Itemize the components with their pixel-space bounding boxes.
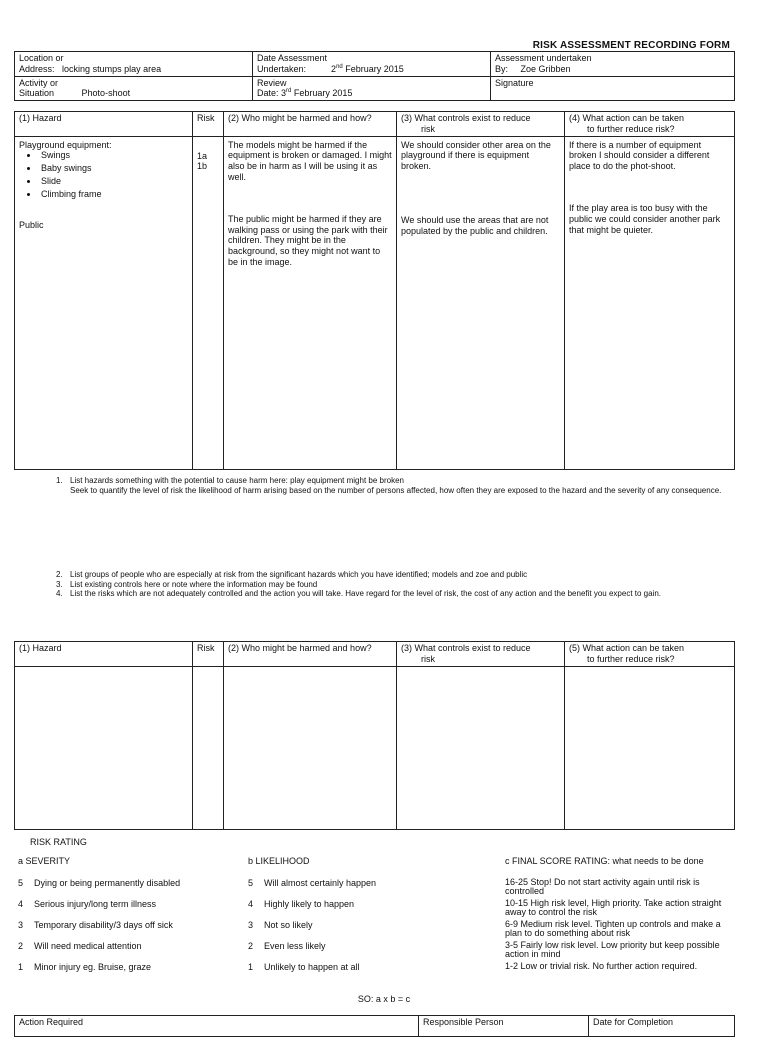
responsible-person-header[interactable]: Responsible Person bbox=[419, 1016, 589, 1037]
note-number: 4. bbox=[56, 589, 63, 599]
hazard-item: • Baby swings bbox=[39, 163, 188, 174]
situation-label: Situation bbox=[19, 88, 55, 99]
by-value: Zoe Gribben bbox=[520, 63, 571, 74]
hazard-item: • Climbing frame bbox=[39, 189, 188, 200]
risk-header: Risk bbox=[193, 642, 224, 667]
severity-row bbox=[18, 878, 238, 899]
final-score-item: 3-5 Fairly low risk level. Low priority but keep possible action in mind bbox=[505, 939, 720, 960]
severity-key: 4 bbox=[18, 899, 24, 909]
controls-text-1: We should consider other area on the playground if there is equipment broken. bbox=[401, 139, 551, 172]
risk-cell[interactable] bbox=[193, 136, 224, 469]
risk-table-2 bbox=[14, 641, 735, 830]
action-text-2: If the play area is too busy with the public we could consider another park that might be quieter. bbox=[569, 202, 721, 235]
note-text: List existing controls here or note where the information may be found bbox=[70, 579, 318, 589]
severity-row bbox=[18, 899, 238, 920]
undertaken-day: 2 bbox=[331, 63, 337, 74]
likelihood-key: 2 bbox=[248, 941, 254, 951]
likelihood-text: Will almost certainly happen bbox=[264, 878, 377, 888]
controls-header-line1: (3) What controls exist to reduce bbox=[401, 113, 531, 123]
assessment-by-label: Assessment undertaken bbox=[495, 53, 592, 63]
review-date-prefix: Date: 3 bbox=[257, 88, 287, 99]
note-text: List the risks which are not adequately controlled and the action you will take. Have regard for the level of risk, the cost of any action and the benefit you expect to gain. bbox=[70, 589, 662, 599]
severity-row bbox=[18, 920, 238, 941]
final-score-column bbox=[505, 856, 730, 973]
note-number: 1. bbox=[56, 476, 63, 485]
date-for-completion-header[interactable]: Date for Completion bbox=[589, 1016, 735, 1037]
likelihood-row bbox=[248, 962, 478, 983]
likelihood-text: Not so likely bbox=[264, 920, 313, 930]
severity-text: Serious injury/long term illness bbox=[34, 899, 157, 909]
risk-header: Risk bbox=[193, 112, 224, 137]
controls-header-line1: (3) What controls exist to reduce bbox=[401, 643, 531, 653]
final-score-item: 6-9 Medium risk level. Tighten up controls and make a plan to do something about risk bbox=[505, 918, 721, 939]
risk-rating-title: RISK RATING bbox=[30, 837, 87, 847]
hazard-header: (1) Hazard bbox=[15, 112, 193, 137]
action-header-line2: to further reduce risk? bbox=[587, 123, 675, 134]
formula: SO: a x b = c bbox=[357, 994, 411, 1004]
address-label: Address: bbox=[19, 63, 55, 74]
undertaken-suffix: nd bbox=[336, 63, 343, 70]
hazard-item: • Swings bbox=[39, 150, 188, 161]
who-cell[interactable] bbox=[224, 136, 397, 469]
undertaken-label: Undertaken: bbox=[257, 63, 307, 74]
severity-text: Will need medical attention bbox=[34, 941, 142, 951]
risk-table-1 bbox=[14, 111, 735, 470]
risk-cell[interactable] bbox=[193, 666, 224, 829]
controls-cell[interactable] bbox=[397, 136, 565, 469]
risk-code: 1a bbox=[197, 150, 208, 161]
likelihood-key: 1 bbox=[248, 962, 254, 972]
note-text: List groups of people who are especially at risk from the significant hazards which you have identified; models and zoe and public bbox=[70, 570, 528, 579]
date-assessment-label: Date Assessment bbox=[257, 53, 328, 63]
note-1 bbox=[56, 476, 736, 495]
hazard-group-public: Public bbox=[19, 219, 44, 230]
review-rest: February 2015 bbox=[293, 88, 353, 99]
hazard-item: • Slide bbox=[39, 176, 188, 187]
action-cell[interactable] bbox=[565, 666, 735, 829]
header-table bbox=[14, 51, 735, 101]
who-text-2: The public might be harmed if they are walking pass or using the park with their children. They might be in the background, so they might not want to be in the image. bbox=[228, 213, 388, 267]
likelihood-key: 3 bbox=[248, 920, 254, 930]
likelihood-row bbox=[248, 941, 478, 962]
action-header-line1: (5) What action can be taken bbox=[569, 643, 685, 653]
note-list bbox=[56, 570, 736, 599]
action-table bbox=[14, 1015, 735, 1037]
signature-cell[interactable] bbox=[491, 76, 735, 101]
hazard-group-equipment: Playground equipment: bbox=[19, 139, 112, 150]
assessment-by-cell[interactable] bbox=[491, 52, 735, 77]
location-cell[interactable] bbox=[15, 52, 253, 77]
likelihood-title: b LIKELIHOOD bbox=[248, 856, 310, 866]
likelihood-text: Highly likely to happen bbox=[264, 899, 355, 909]
final-score-item: 1-2 Low or trivial risk. No further action required. bbox=[505, 960, 698, 971]
likelihood-row bbox=[248, 920, 478, 941]
severity-text: Temporary disability/3 days off sick bbox=[34, 920, 173, 930]
controls-header bbox=[397, 642, 565, 667]
note-extra: Seek to quantify the level of risk the likelihood of harm arising based on the number of persons affected, how often they are exposed to the hazard and the severity of any consequence. bbox=[70, 485, 722, 495]
review-suffix: rd bbox=[286, 88, 292, 95]
likelihood-column bbox=[248, 856, 478, 983]
activity-label: Activity or bbox=[19, 77, 59, 88]
review-label: Review bbox=[257, 77, 287, 88]
hazard-list bbox=[19, 150, 188, 199]
likelihood-text: Unlikely to happen at all bbox=[264, 962, 360, 972]
who-header: (2) Who might be harmed and how? bbox=[224, 642, 397, 667]
severity-text: Minor injury eg. Bruise, graze bbox=[34, 962, 152, 972]
severity-key: 1 bbox=[18, 962, 24, 972]
date-assessment-cell[interactable] bbox=[253, 52, 491, 77]
likelihood-row bbox=[248, 899, 478, 920]
final-score-item: 10-15 High risk level, High priority. Take action straight away to control the risk bbox=[505, 897, 722, 918]
severity-row bbox=[18, 941, 238, 962]
action-required-header[interactable]: Action Required bbox=[15, 1016, 419, 1037]
severity-column bbox=[18, 856, 238, 983]
likelihood-row bbox=[248, 878, 478, 899]
address-value: locking stumps play area bbox=[62, 63, 162, 74]
likelihood-key: 4 bbox=[248, 899, 254, 909]
controls-header-line2: risk bbox=[421, 123, 435, 134]
action-cell[interactable] bbox=[565, 136, 735, 469]
severity-text: Dying or being permanently disabled bbox=[34, 878, 181, 888]
final-score-title: c FINAL SCORE RATING: what needs to be done bbox=[505, 856, 704, 866]
signature-label: Signature bbox=[495, 77, 534, 88]
situation-value: Photo-shoot bbox=[81, 88, 131, 99]
action-header-line2: to further reduce risk? bbox=[587, 653, 675, 664]
note-number: 3. bbox=[56, 579, 63, 589]
action-header bbox=[565, 642, 735, 667]
severity-key: 3 bbox=[18, 920, 24, 930]
who-text-1: The models might be harmed if the equipment is broken or damaged. I might also be in harm as I will be using it as well. bbox=[228, 139, 392, 182]
who-cell[interactable] bbox=[224, 666, 397, 829]
hazard-header: (1) Hazard bbox=[15, 642, 193, 667]
severity-key: 5 bbox=[18, 878, 24, 888]
controls-header bbox=[397, 112, 565, 137]
hazard-cell[interactable] bbox=[15, 136, 193, 469]
final-score-item: 16-25 Stop! Do not start activity again until risk is controlled bbox=[505, 877, 700, 897]
note-number: 2. bbox=[56, 570, 63, 579]
undertaken-rest: February 2015 bbox=[345, 63, 404, 74]
controls-header-line2: risk bbox=[421, 653, 435, 664]
controls-text-2: We should use the areas that are not populated by the public and children. bbox=[401, 214, 549, 236]
location-label: Location or bbox=[19, 53, 64, 63]
review-cell[interactable] bbox=[253, 76, 491, 101]
risk-code: 1b bbox=[197, 161, 208, 172]
severity-key: 2 bbox=[18, 941, 24, 951]
action-header-line1: (4) What action can be taken bbox=[569, 113, 685, 123]
severity-row bbox=[18, 962, 238, 983]
form-title: RISK ASSESSMENT RECORDING FORM bbox=[532, 40, 730, 51]
severity-title: a SEVERITY bbox=[18, 856, 71, 866]
controls-cell[interactable] bbox=[397, 666, 565, 829]
action-text-1: If there is a number of equipment broken I should consider a different place to do the phot-shoot. bbox=[569, 139, 710, 172]
note-text: List hazards something with the potential to cause harm here: play equipment might be broken bbox=[70, 476, 404, 485]
likelihood-text: Even less likely bbox=[264, 941, 326, 951]
who-header: (2) Who might be harmed and how? bbox=[224, 112, 397, 137]
hazard-cell[interactable] bbox=[15, 666, 193, 829]
by-label: By: bbox=[495, 63, 509, 74]
likelihood-key: 5 bbox=[248, 878, 254, 888]
action-header bbox=[565, 112, 735, 137]
activity-cell[interactable] bbox=[15, 76, 253, 101]
